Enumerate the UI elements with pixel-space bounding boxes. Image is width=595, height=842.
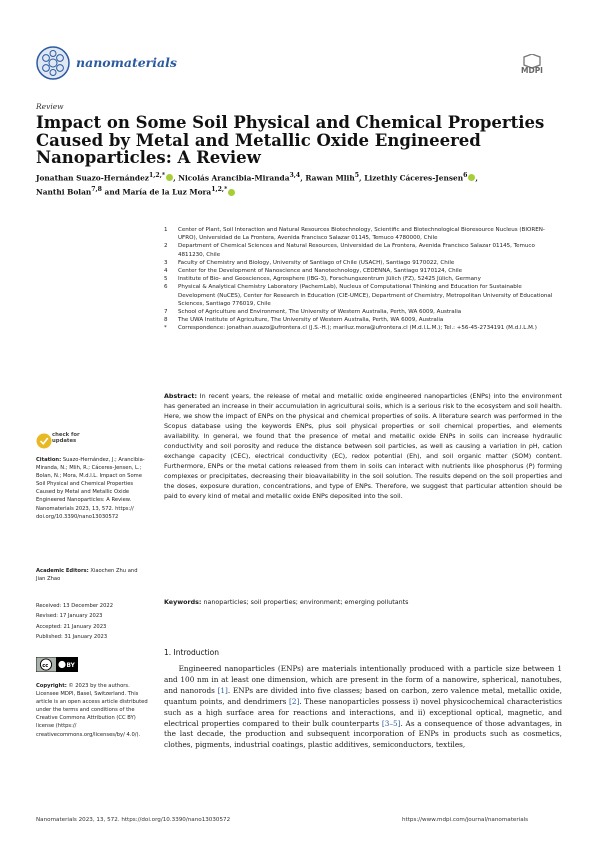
affiliation-item: 5 Institute of Bio- and Geosciences, Agrosphere (IBG-3), Forschungszentrum Jülich (FZ), 52425 Jülich, Germany	[164, 276, 481, 283]
affiliation-item: 2 Department of Chemical Sciences and Natural Resources, Universidad de La Frontera, Avenida Francisco Salazar 01145, Temuco 4811230, Chile	[164, 243, 535, 258]
publication-dates	[36, 601, 148, 642]
reference-link[interactable]: [2]	[288, 696, 300, 706]
section-heading-introduction: 1. Introduction	[164, 648, 219, 657]
affiliation-item: 4 Center for the Development of Nanoscience and Nanotechnology, CEDENNA, Santiago 9170124, Chile	[164, 268, 463, 275]
revised-date: Revised: 17 January 2023	[36, 613, 103, 620]
svg-text:cc: cc	[42, 663, 49, 669]
citation-block: Citation: Suazo-Hernández, J.; Arancibia-Miranda, N.; Mlih, R.; Cáceres-Jensen, L.; Bolan, N.; Mora, M.d.l.L. Impact on Some Soil Physical and Chemical Properties Caused by Metal and Metallic Oxide Engineered Nanoparticles: A Review. Nanomaterials 2023, 13, 572. https:// doi.org/10.3390/nano13030572	[36, 457, 145, 520]
abstract	[164, 392, 562, 501]
affiliation-item: 6 Physical & Analytical Chemistry Laboratory (PachemLab), Nucleus of Computational Thinking and Education for Sustainable Development (NuCES), Center for Research in Education (CIE-UMCE), Department of Chemistry, Metropolitan University of Educational Sciences, Santiago 776019, Chile	[164, 284, 553, 307]
cc-by-license-icon[interactable]	[36, 657, 78, 672]
author-name: Nanthi Bolan	[36, 187, 92, 197]
article-title: Impact on Some Soil Physical and Chemical Properties Caused by Metal and Metallic Oxide Engineered Nanoparticles: A Review	[36, 113, 545, 168]
reference-link[interactable]: [3–5]	[381, 718, 401, 728]
journal-logo-icon	[36, 46, 70, 80]
introduction-paragraph: Engineered nanoparticles (ENPs) are materials intentionally produced with a particle size between 1 and 100 nm in at least one dimension, which are present in the form of a nanowire, spherical, nanotubes, and nanorods [1]. ENPs are divided into five classes; based on carbon, zero valence metal, metallic oxide, quantum points, and dendrimers [2]. These nanoparticles possess i) novel physicochemical characteristics such as a high surface area for reactions and interactions, and ii) exceptional optical, magnetic, and electrical properties compared to their bulk counterparts [3–5]. As a consequence of those advantages, in the last decade, the production and subsequent incorporation of ENPs in products such as cosmetics, clothes, pigments, industrial coatings, plastic additives, semiconductors, textiles,	[164, 664, 563, 750]
abstract-label: Abstract:	[164, 393, 197, 400]
svg-text:BY: BY	[66, 663, 75, 669]
footer-journal-url[interactable]: https://www.mdpi.com/journal/nanomaterials	[402, 817, 529, 823]
footer-citation[interactable]: Nanomaterials 2023, 13, 572. https://doi.org/10.3390/nano13030572	[36, 817, 231, 823]
check-updates-label[interactable]: check for updates	[52, 432, 80, 445]
affiliation-item: 3 Faculty of Chemistry and Biology, University of Santiago of Chile (USACH), Santiago 9170022, Chile	[164, 259, 455, 266]
svg-text:MDPI: MDPI	[521, 66, 543, 74]
author-name: María de la Luz Mora	[122, 187, 212, 197]
affiliations-list	[164, 226, 559, 333]
accepted-date: Accepted: 21 January 2023	[36, 623, 107, 630]
reference-link[interactable]: [1]	[217, 685, 228, 695]
author-name: Nicolás Arancibia-Miranda	[178, 173, 290, 183]
copyright-notice: Copyright: © 2023 by the authors. Licensee MDPI, Basel, Switzerland. This article is an open access article distributed under the terms and conditions of the Creative Commons Attribution (CC BY) license (https:// creativecommons.org/licenses/by/ 4.0/).	[36, 683, 148, 738]
affiliation-item: 1 Center of Plant, Soil Interaction and Natural Resources Biotechnology, Scientific and Biotechnological Bioresource Nucleus (BIOREN-UFRO), Universidad de La Frontera, Avenida Francisco Salazar 01145, Temuco 4780000, Chile	[164, 227, 545, 242]
author-name: Lizethly Cáceres-Jensen	[364, 173, 464, 183]
orcid-icon[interactable]	[166, 174, 173, 181]
author-name: Jonathan Suazo-Hernández	[36, 173, 149, 183]
article-type: Review	[36, 102, 64, 111]
affiliation-item: 7 School of Agriculture and Environment, The University of Western Australia, Perth, WA 6009, Australia	[164, 309, 462, 316]
affiliation-item: 8 The UWA Institute of Agriculture, The University of Western Australia, Perth, WA 6009, Australia	[164, 317, 444, 324]
keywords-text: nanoparticles; soil properties; environment; emerging pollutants	[203, 599, 409, 606]
correspondence: * Correspondence: jonathan.suazo@ufrontera.cl (J.S.-H.); mariluz.mora@ufrontera.cl (M.d.l.L.M.); Tel.: +56-45-2734191 (M.d.l.L.M.)	[164, 325, 537, 332]
received-date: Received: 13 December 2022	[36, 603, 113, 609]
mdpi-logo-icon	[520, 54, 556, 74]
orcid-icon[interactable]	[468, 174, 475, 181]
author-list: Jonathan Suazo-Hernández$^{1,2,*}$ , Nicolás Arancibia-Miranda$^{3,4}$, Rawan Mlih$^5$, Lizethly Cáceres-Jensen$^6$ , Nanthi Bolan$^{7,8}$ and María de la Luz Mora$^{1,2,*}$	[36, 172, 478, 197]
orcid-icon[interactable]	[228, 189, 235, 196]
author-name: Rawan Mlih	[305, 173, 355, 183]
keywords	[164, 599, 562, 606]
journal-name: nanomaterials	[76, 55, 177, 70]
keywords-label: Keywords:	[164, 599, 202, 606]
academic-editors: Academic Editors: Xiaochen Zhu and Jian Zhao	[36, 568, 138, 583]
abstract-text: In recent years, the release of metal and metallic oxide engineered nanoparticles (ENPs) into the environment has generated an increase in their accumulation in agricultural soils, which is a serious risk to the ecosystem and soil health. Here, we show the impact of ENPs on the physical and chemical properties of soils. A literature search was performed in the Scopus database using the keywords ENPs, plus soil physical properties or soil chemical properties, and elements availability. In general, we found that the presence of metal and metallic oxide ENPs in soils can increase hydraulic conductivity and soil porosity and reduce the distance between soil particles, as well as causing a variation in pH, cation exchange capacity (CEC), electrical conductivity (EC), redox potential (Eh), and soil organic matter (SOM) content. Furthermore, ENPs or the metal cations released from them in soils can interact with nutrients like phosphorus (P) forming complexes or precipitates, decreasing their bioavailability in the soil solution. The results depend on the soil properties and the doses, exposure duration, concentrations, and type of ENPs. Therefore, we suggest that particular attention should be paid to every kind of metal and metallic oxide ENPs deposited into the soil.	[164, 393, 562, 500]
published-date: Published: 31 January 2023	[36, 633, 108, 640]
